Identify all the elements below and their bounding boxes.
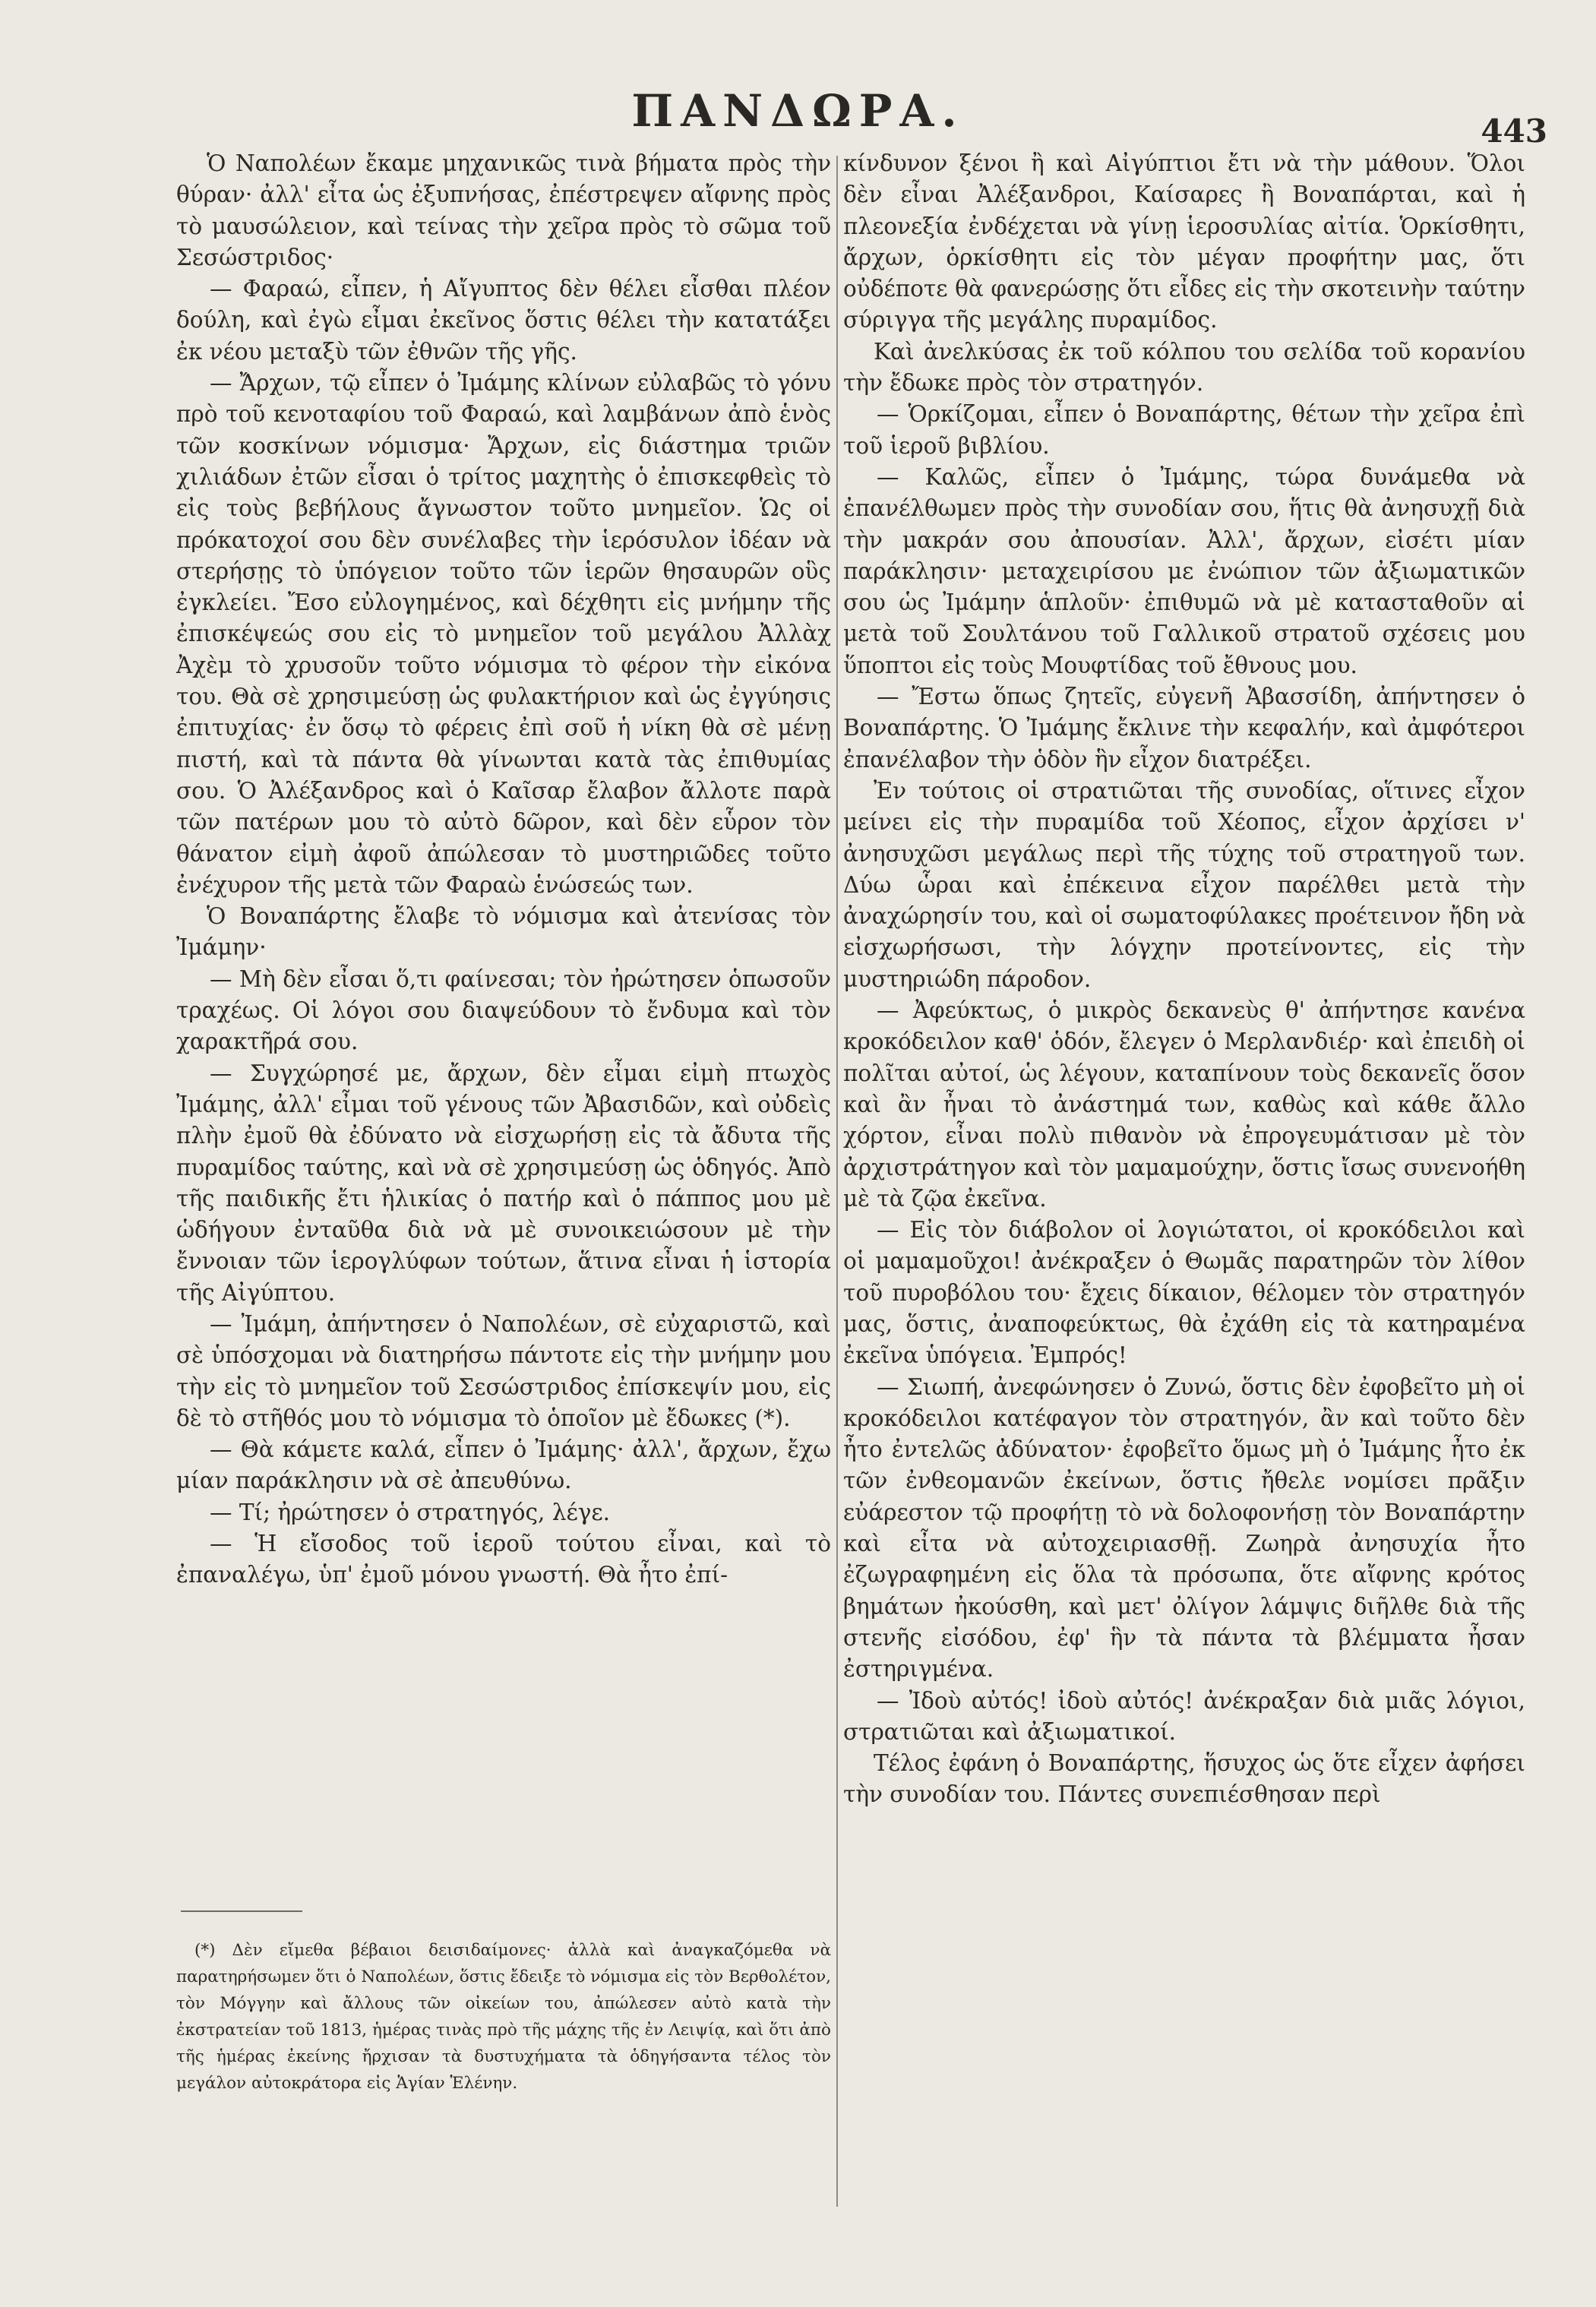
paragraph: — Ἰδοὺ αὐτός! ἰδοὺ αὐτός! ἀνέκραξαν διὰ μιᾶς λόγιοι, στρατιῶται καὶ ἀξιωματικοί. <box>843 1687 1525 1745</box>
paragraph: Καὶ ἀνελκύσας ἐκ τοῦ κόλπου του σελίδα τοῦ κορανίου τὴν ἔδωκε πρὸς τὸν στρατηγόν. <box>843 338 1525 397</box>
paragraph: — Εἰς τὸν διάβολον οἱ λογιώτατοι, οἱ κροκόδειλοι καὶ οἱ μαμαμοῦχοι! ἀνέκραξεν ὁ Θωμᾶς παρατηρῶν τὸν λίθον τοῦ πυροβόλου του· ἔχεις δίκαιον, θέλομεν τὸν στρατηγόν μας, ὅστις, ἀναποφεύκτως, θὰ ἐχάθη εἰς τὰ κατηραμένα ἐκεῖνα ὑπόγεια. Ἐμπρός! <box>843 1217 1525 1369</box>
left-column <box>176 148 831 1591</box>
paragraph: — Καλῶς, εἶπεν ὁ Ἰμάμης, τώρα δυνάμεθα νὰ ἐπανέλθωμεν πρὸς τὴν συνοδίαν σου, ἥτις θὰ ἀνησυχῇ διὰ τὴν μακράν σου ἀπουσίαν. Ἀλλ', ἄρχων, εἰσέτι μίαν παράκλησιν· μεταχειρίσου με ἐνώπιον τῶν ἀξιωματικῶν σου ὡς Ἰμάμην ἁπλοῦν· ἐπιθυμῶ νὰ μὲ κατασταθοῦν αἱ μετὰ τοῦ Σουλτάνου τοῦ Γαλλικοῦ στρατοῦ σχέσεις μου ὕποπτοι εἰς τοὺς Μουφτίδας τοῦ ἔθνους μου. <box>843 463 1525 678</box>
column-divider <box>836 156 838 2207</box>
right-column <box>843 148 1525 1811</box>
paragraph: Ὁ Βοναπάρτης ἔλαβε τὸ νόμισμα καὶ ἀτενίσας τὸν Ἰμάμην· <box>176 903 831 961</box>
paragraph: — Ἡ εἴσοδος τοῦ ἱεροῦ τούτου εἶναι, καὶ τὸ ἐπαναλέγω, ὑπ' ἐμοῦ μόνου γνωστή. Θὰ ἦτο ἐπί- <box>176 1531 831 1588</box>
paragraph: — Ὁρκίζομαι, εἶπεν ὁ Βοναπάρτης, θέτων τὴν χεῖρα ἐπὶ τοῦ ἱεροῦ βιβλίου. <box>843 401 1525 459</box>
paragraph: — Μὴ δὲν εἶσαι ὅ,τι φαίνεσαι; τὸν ἠρώτησεν ὁπωσοῦν τραχέως. Οἱ λόγοι σου διαψεύδουν τὸ ἔνδυμα καὶ τὸν χαρακτῆρά σου. <box>176 965 831 1055</box>
page-title: ΠΑΝΔΩΡΑ. <box>631 85 965 137</box>
paragraph: Τέλος ἐφάνη ὁ Βοναπάρτης, ἥσυχος ὡς ὅτε εἶχεν ἀφήσει τὴν συνοδίαν του. Πάντες συνεπιέσθησαν περὶ <box>843 1750 1525 1808</box>
paragraph: — Συγχώρησέ με, ἄρχων, δὲν εἶμαι εἰμὴ πτωχὸς Ἰμάμης, ἀλλ' εἶμαι τοῦ γένους τῶν Ἀβασιδῶν, καὶ οὐδεὶς πλὴν ἐμοῦ θὰ ἐδύνατο νὰ εἰσχωρήσῃ εἰς τὰ ἄδυτα τῆς πυραμίδος ταύτης, καὶ νὰ σὲ χρησιμεύσῃ ὡς ὁδηγός. Ἀπὸ τῆς παιδικῆς ἔτι ἡλικίας ὁ πατήρ καὶ ὁ πάππος μου μὲ ὡδήγουν ἐνταῦθα διὰ νὰ μὲ συνοικειώσουν μὲ τὴν ἔννοιαν τῶν ἱερογλύφων τούτων, ἅτινα εἶναι ἡ ἱστορία τῆς Αἰγύπτου. <box>176 1060 831 1306</box>
running-head <box>0 85 1596 150</box>
paragraph: — Ἰμάμη, ἀπήντησεν ὁ Ναπολέων, σὲ εὐχαριστῶ, καὶ σὲ ὑπόσχομαι νὰ διατηρήσω πάντοτε εἰς τὴν μνήμην μου τὴν εἰς τὸ μνημεῖον τοῦ Σεσώστριδος ἐπίσκεψίν μου, εἰς δὲ τὸ στῆθός μου τὸ νόμισμα τὸ ὁποῖον μὲ ἔδωκες (*). <box>176 1310 831 1431</box>
footnote-text: (*) Δὲν εἴμεθα βέβαιοι δεισιδαίμονες· ἀλλὰ καὶ ἀναγκαζόμεθα νὰ παρατηρήσωμεν ὅτι ὁ Ναπολέων, ὅστις ἔδειξε τὸ νόμισμα εἰς τὸν Βερθολέτον, τὸν Μόγγην καὶ ἄλλους τῶν οἰκείων του, ἀπώλεσεν αὐτὸ κατὰ τὴν ἐκστρατείαν τοῦ 1813, ἡμέρας τινὰς πρὸ τῆς μάχης τῆς ἐν Λειψίᾳ, καὶ ὅτι ἀπὸ τῆς ἡμέρας ἐκείνης ἤρχισαν τὰ δυστυχήματα τὰ ὁδηγήσαντα τέλος τὸν μεγάλον αὐτοκράτορα εἰς Ἁγίαν Ἑλένην. <box>176 1941 831 2093</box>
footnote <box>176 1937 831 2097</box>
paragraph: — Ἄρχων, τῷ εἶπεν ὁ Ἰμάμης κλίνων εὐλαβῶς τὸ γόνυ πρὸ τοῦ κενοταφίου τοῦ Φαραώ, καὶ λαμβάνων ἀπὸ ἑνὸς τῶν κοσκίνων νόμισμα· Ἄρχων, εἰς διάστημα τριῶν χιλιάδων ἐτῶν εἶσαι ὁ τρίτος μαχητὴς ὁ ἐπισκεφθεὶς τὸ εἰς τοὺς βεβήλους ἄγνωστον τοῦτο μνημεῖον. Ὡς οἱ πρόκατοχοί σου δὲν συνέλαβες τὴν ἱερόσυλον ἰδέαν νὰ στερήσῃς τὸ ὑπόγειον τοῦτο τῶν ἱερῶν θησαυρῶν οὓς ἐγκλείει. Ἔσο εὐλογημένος, καὶ δέχθητι εἰς μνήμην τῆς ἐπισκέψεώς σου εἰς τὸ μνημεῖον τοῦ μεγάλου Ἀλλὰχ Ἀχὲμ τὸ χρυσοῦν τοῦτο νόμισμα τὸ φέρον τὴν εἰκόνα του. Θὰ σὲ χρησιμεύσῃ ὡς φυλακτήριον καὶ ὡς ἐγγύησις ἐπιτυχίας· ἐν ὅσῳ τὸ φέρεις ἐπὶ σοῦ ἡ νίκη θὰ σὲ μένῃ πιστή, καὶ τὰ πάντα θὰ γίνωνται κατὰ τὰς ἐπιθυμίας σου. Ὁ Ἀλέξανδρος καὶ ὁ Καῖσαρ ἔλαβον ἄλλοτε παρὰ τῶν πατέρων μου τὸ αὐτὸ δῶρον, καὶ δὲν εὗρον τὸν θάνατον εἰμὴ ἀφοῦ ἀπώλεσαν τὸ μυστηριῶδες τοῦτο ἐνέχυρον τῆς μετὰ τῶν Φαραὼ ἑνώσεώς των. <box>176 370 831 898</box>
page-number: 443 <box>1481 112 1547 150</box>
paragraph: — Ἔστω ὅπως ζητεῖς, εὐγενῆ Ἀβασσίδη, ἀπήντησεν ὁ Βοναπάρτης. Ὁ Ἰμάμης ἔκλινε τὴν κεφαλήν, καὶ ἀμφότεροι ἐπανέλαβον τὴν ὁδὸν ἣν εἶχον διατρέξει. <box>843 684 1525 773</box>
paragraph: — Φαραώ, εἶπεν, ἡ Αἴγυπτος δὲν θέλει εἶσθαι πλέον δούλη, καὶ ἐγὼ εἶμαι ἐκεῖνος ὅστις θέλει τὴν κατατάξει ἐκ νέου μεταξὺ τῶν ἐθνῶν τῆς γῆς. <box>176 276 831 365</box>
paragraph: Ἐν τούτοις οἱ στρατιῶται τῆς συνοδίας, οἵτινες εἶχον μείνει εἰς τὴν πυραμίδα τοῦ Χέοπος, εἶχον ἀρχίσει ν' ἀνησυχῶσι μεγάλως περὶ τῆς τύχης τοῦ στρατηγοῦ των. Δύω ὧραι καὶ ἐπέκεινα εἶχον παρέλθει μετὰ τὴν ἀναχώρησίν του, καὶ οἱ σωματοφύλακες προέτεινον ἤδη νὰ εἰσχωρήσωσι, τὴν λόγχην προτείνοντες, εἰς τὴν μυστηριώδη πάροδον. <box>843 777 1525 992</box>
paragraph: Ὁ Ναπολέων ἔκαμε μηχανικῶς τινὰ βήματα πρὸς τὴν θύραν· ἀλλ' εἶτα ὡς ἐξυπνήσας, ἐπέστρεψεν αἴφνης πρὸς τὸ μαυσώλειον, καὶ τείνας τὴν χεῖρα πρὸς τὸ σῶμα τοῦ Σεσώστριδος· <box>176 150 831 270</box>
paragraph: — Ἀφεύκτως, ὁ μικρὸς δεκανεὺς θ' ἀπήντησε κανένα κροκόδειλον καθ' ὁδόν, ἔλεγεν ὁ Μερλανδιέρ· καὶ ἐπειδὴ οἱ πολῖται αὐτοί, ὡς λέγουν, καταπίνουν τοὺς δεκανεῖς ὅσον καὶ ἂν ἦναι τὸ ἀνάστημά των, καθὼς καὶ κάθε ἄλλο χόρτον, εἶναι πολὺ πιθανὸν νὰ ἐπρογευμάτισαν μὲ τὸν ἀρχιστράτηγον καὶ τὸν μαμαμούχην, ὅστις ἴσως συνενοήθη μὲ τὰ ζῷα ἐκεῖνα. <box>843 997 1525 1212</box>
paragraph: — Θὰ κάμετε καλά, εἶπεν ὁ Ἰμάμης· ἀλλ', ἄρχων, ἔχω μίαν παράκλησιν νὰ σὲ ἀπευθύνω. <box>176 1436 831 1494</box>
paragraph: — Τί; ἠρώτησεν ὁ στρατηγός, λέγε. <box>210 1499 611 1525</box>
paragraph: — Σιωπή, ἀνεφώνησεν ὁ Ζυνώ, ὅστις δὲν ἐφοβεῖτο μὴ οἱ κροκόδειλοι κατέφαγον τὸν στρατηγόν, ἂν καὶ τοῦτο δὲν ἦτο ἐντελῶς ἀδύνατον· ἐφοβεῖτο ὅμως μὴ ὁ Ἰμάμης ἦτο ἐκ τῶν ἐνθεομανῶν ἐκείνων, ὅστις ἤθελε νομίσει πρᾶξιν εὐάρεστον τῷ προφήτῃ τὸ νὰ δολοφονήσῃ τὸν Βοναπάρτην καὶ εἶτα νὰ αὐτοχειριασθῇ. Ζωηρὰ ἀνησυχία ἦτο ἐζωγραφημένη εἰς ὅλα τὰ πρόσωπα, ὅτε αἴφνης κρότος βημάτων ἠκούσθη, καὶ μετ' ὀλίγον λάμψις διῆλθε διὰ τῆς στενῆς εἰσόδου, ἐφ' ἣν τὰ πάντα τὰ βλέμματα ἦσαν ἐστηριγμένα. <box>843 1373 1525 1683</box>
footnote-rule <box>181 1910 302 1912</box>
paragraph: κίνδυνον ξένοι ἢ καὶ Αἰγύπτιοι ἔτι νὰ τὴν μάθουν. Ὅλοι δὲν εἶναι Ἀλέξανδροι, Καίσαρες ἢ Βοναπάρται, καὶ ἡ πλεονεξία ἐνδέχεται νὰ γίνῃ ἱεροσυλίας αἰτία. Ὁρκίσθητι, ἄρχων, ὁρκίσθητι εἰς τὸν μέγαν προφήτην μας, ὅτι οὐδέποτε θὰ φανερώσῃς ὅτι εἶδες εἰς τὴν σκοτεινὴν ταύτην σύριγγα τῆς μεγάλης πυραμίδος. <box>843 150 1525 333</box>
